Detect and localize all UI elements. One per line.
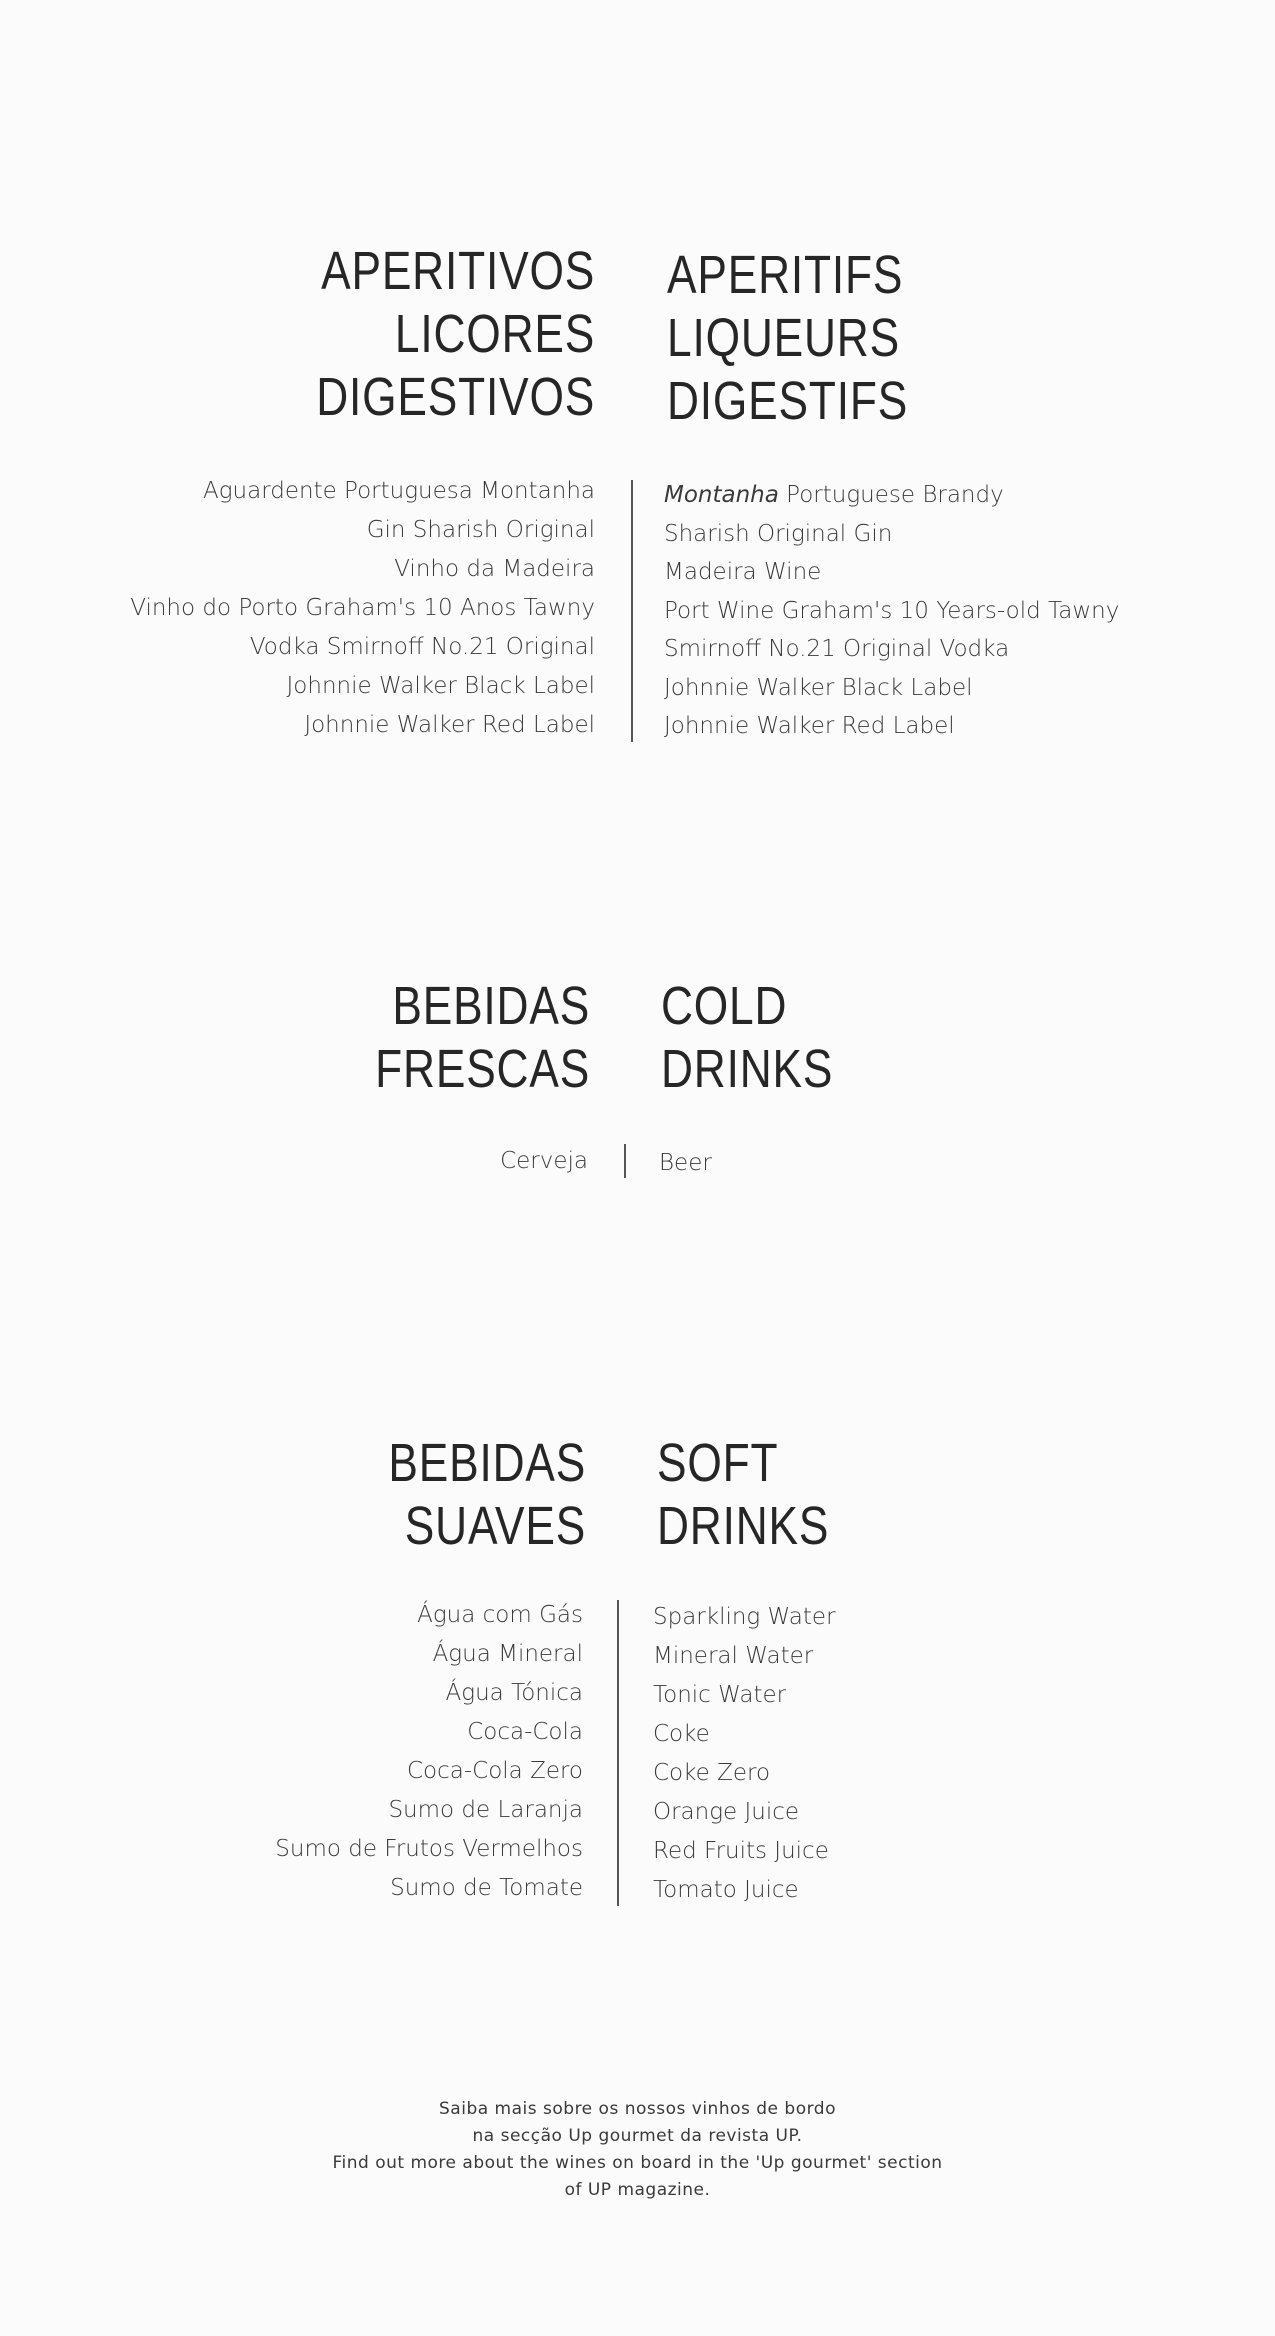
footer-line: Saiba mais sobre os nossos vinhos de bordo (439, 2099, 836, 2119)
heading-line: LICORES (394, 304, 595, 364)
heading-pt (388, 1432, 586, 1558)
heading-en (667, 244, 908, 433)
heading-line: DRINKS (661, 1039, 834, 1099)
menu-list-en (664, 476, 1119, 746)
item-text: Portuguese Brandy (778, 482, 1004, 508)
heading-line: LIQUEURS (667, 308, 900, 368)
heading-line: DIGESTIFS (667, 371, 909, 431)
menu-item-en: Sharish Original Gin (664, 520, 893, 547)
column-divider (617, 1600, 619, 1906)
menu-item-pt: Aguardente Portuguesa Montanha (202, 478, 595, 504)
menu-item-en: Johnnie Walker Red Label (664, 713, 955, 739)
menu-item-pt: Vinho do Porto Graham's 10 Anos Tawny (130, 595, 595, 621)
section-soft-drinks (0, 1432, 1275, 1912)
menu-item-en: Madeira Wine (664, 559, 822, 585)
heading-line: COLD (661, 976, 788, 1036)
heading-line: BEBIDAS (388, 1433, 586, 1493)
menu-item-en: Port Wine Graham's 10 Years-old Tawny (664, 597, 1120, 624)
menu-item-pt: Johnnie Walker Red Label (304, 712, 595, 738)
heading-line: APERITIFS (667, 245, 904, 305)
menu-item-pt: Vinho da Madeira (394, 556, 595, 582)
heading-line: FRESCAS (375, 1039, 590, 1099)
menu-item-pt: Sumo de Tomate (390, 1875, 583, 1901)
menu-item-en: Coke Zero (653, 1760, 771, 1786)
footer-note (0, 2096, 1275, 2204)
heading-pt (375, 975, 590, 1101)
heading-line: SUAVES (404, 1496, 586, 1556)
menu-item-en: Coke (653, 1721, 710, 1747)
menu-item-en: Johnnie Walker Black Label (664, 674, 973, 701)
menu-item-pt: Johnnie Walker Black Label (286, 673, 595, 699)
menu-item-pt: Coca-Cola Zero (406, 1758, 583, 1784)
menu-item-pt: Sumo de Laranja (388, 1797, 583, 1823)
menu-item-pt: Água Mineral (432, 1641, 583, 1667)
menu-list-en (653, 1598, 836, 1910)
menu-item-pt: Água com Gás (417, 1602, 583, 1628)
footer-line: of UP magazine. (564, 2180, 711, 2200)
menu-item-en: Red Fruits Juice (653, 1838, 829, 1864)
menu-item-en: Smirnoff No.21 Original Vodka (664, 636, 1010, 662)
menu-item-en (664, 476, 1119, 515)
menu-item-pt: Cerveja (500, 1148, 588, 1174)
menu-item-pt: Gin Sharish Original (366, 517, 595, 543)
brand-name: Montanha (664, 482, 779, 508)
menu-item-pt: Sumo de Frutos Vermelhos (275, 1836, 583, 1862)
column-divider (631, 480, 633, 742)
heading-line: APERITIVOS (321, 241, 595, 301)
heading-en (657, 1432, 829, 1558)
section-cold-drinks (0, 975, 1275, 1205)
heading-line: DRINKS (657, 1496, 830, 1556)
menu-list-pt (500, 1143, 588, 1179)
menu-item-en: Beer (659, 1150, 712, 1176)
menu-item-en: Orange Juice (653, 1799, 800, 1825)
menu-list-pt (275, 1596, 583, 1908)
menu-list-en (659, 1145, 712, 1181)
heading-pt (316, 240, 595, 429)
menu-item-en: Tomato Juice (653, 1877, 799, 1903)
menu-item-pt: Água Tónica (445, 1680, 583, 1706)
footer-line: Find out more about the wines on board in the 'Up gourmet' section (332, 2153, 943, 2173)
heading-line: SOFT (657, 1433, 779, 1493)
heading-en (661, 975, 833, 1101)
menu-item-en: Tonic Water (653, 1682, 787, 1708)
heading-line: DIGESTIVOS (316, 367, 595, 427)
heading-line: BEBIDAS (392, 976, 590, 1036)
section-aperitifs (0, 240, 1275, 760)
menu-list-pt (130, 472, 595, 745)
column-divider (624, 1144, 626, 1178)
menu-item-pt: Vodka Smirnoff No.21 Original (249, 634, 595, 660)
menu-item-en: Sparkling Water (653, 1604, 836, 1630)
footer-line: na secção Up gourmet da revista UP. (472, 2126, 803, 2146)
menu-item-en: Mineral Water (653, 1643, 814, 1669)
menu-item-pt: Coca-Cola (467, 1719, 583, 1745)
